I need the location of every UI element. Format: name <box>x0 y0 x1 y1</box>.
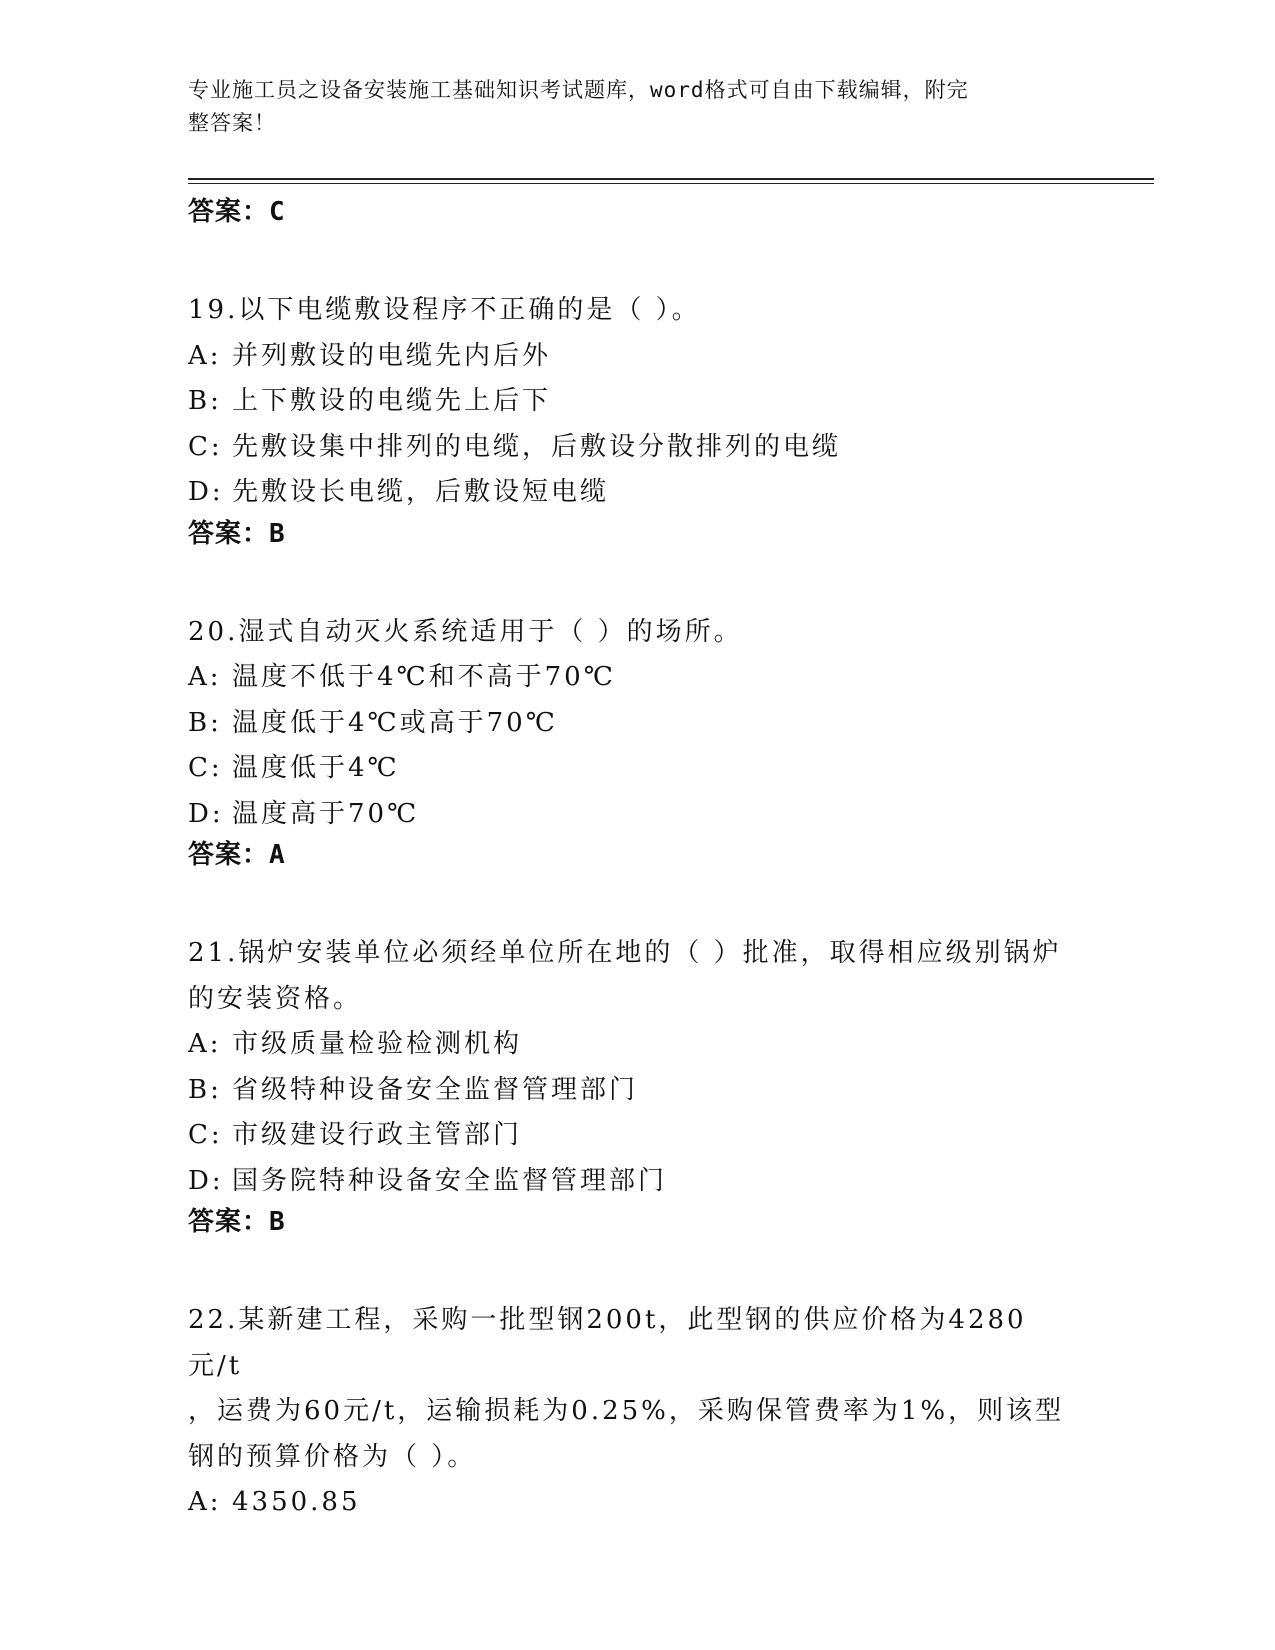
option-b <box>188 1068 1068 1114</box>
option-text: 4350.85 <box>232 1487 361 1517</box>
question-text-line-3: 钢的预算价格为（ ）。 <box>188 1441 477 1472</box>
option-letter: C: <box>188 431 223 462</box>
option-text: 并列敷设的电缆先内后外 <box>232 340 552 371</box>
option-letter: A: <box>188 1029 222 1059</box>
option-c <box>188 425 1068 471</box>
option-letter: B: <box>188 707 222 738</box>
question-text-line-2: ，运费为60元/t，运输损耗为0.25%，采购保管费率为1%，则该型 <box>188 1396 1065 1426</box>
header-line-2: 整答案！ <box>188 111 276 135</box>
option-letter: D: <box>188 798 224 829</box>
option-text: 温度低于4℃或高于70℃ <box>232 707 558 738</box>
question-text: 20.湿式自动灭火系统适用于（ ）的场所。 <box>188 616 743 647</box>
option-text: 温度不低于4℃和不高于70℃ <box>232 662 616 692</box>
option-letter: B: <box>188 1074 222 1105</box>
option-text: 市级质量检验检测机构 <box>232 1029 523 1059</box>
option-letter: A: <box>188 340 222 371</box>
option-a <box>188 334 1068 380</box>
answer: 答案：A <box>188 840 286 870</box>
option-c <box>188 746 1068 792</box>
option-letter: B: <box>188 386 222 416</box>
previous-answer: 答案：C <box>188 197 286 227</box>
option-a <box>188 1022 1068 1068</box>
option-b <box>188 701 1068 747</box>
option-c <box>188 1113 1068 1159</box>
option-text: 先敷设长电缆，后敷设短电缆 <box>232 477 610 507</box>
option-a <box>188 655 1068 701</box>
option-d <box>188 792 1068 838</box>
question-21 <box>188 931 1068 1240</box>
option-d <box>188 1159 1068 1205</box>
question-22 <box>188 1298 1068 1526</box>
answer: 答案：B <box>188 518 286 549</box>
question-text-line-2: 的安装资格。 <box>188 983 363 1014</box>
exam-content <box>188 192 1068 1526</box>
option-text: 省级特种设备安全监督管理部门 <box>232 1074 639 1105</box>
question-19 <box>188 288 1068 552</box>
option-text: 国务院特种设备安全监督管理部门 <box>232 1165 668 1196</box>
option-letter: A: <box>188 662 222 692</box>
option-text: 市级建设行政主管部门 <box>232 1120 523 1150</box>
option-text: 温度高于70℃ <box>232 798 420 829</box>
answer: 答案：B <box>188 1207 286 1237</box>
option-letter: D: <box>188 477 224 507</box>
option-a <box>188 1480 1068 1526</box>
option-text: 先敷设集中排列的电缆，后敷设分散排列的电缆 <box>232 431 842 462</box>
option-letter: A: <box>188 1487 222 1517</box>
option-letter: C: <box>188 753 223 783</box>
header-rule-thick <box>188 178 1154 180</box>
option-text: 温度低于4℃ <box>232 753 400 783</box>
question-text: 19.以下电缆敷设程序不正确的是（ ）。 <box>188 295 701 325</box>
header-rule-thin <box>188 183 1154 184</box>
option-letter: D: <box>188 1165 224 1196</box>
question-20 <box>188 610 1068 874</box>
document-header <box>188 74 1068 140</box>
question-text-line-1: 22.某新建工程，采购一批型钢200t，此型钢的供应价格为4280元/t <box>188 1305 1027 1381</box>
header-line-1: 专业施工员之设备安装施工基础知识考试题库，word格式可自由下载编辑，附完 <box>188 78 969 102</box>
option-letter: C: <box>188 1120 223 1150</box>
option-b <box>188 379 1068 425</box>
question-text-line-1: 21.锅炉安装单位必须经单位所在地的（ ）批准，取得相应级别锅炉 <box>188 938 1062 968</box>
option-text: 上下敷设的电缆先上后下 <box>232 386 552 416</box>
option-d <box>188 470 1068 516</box>
